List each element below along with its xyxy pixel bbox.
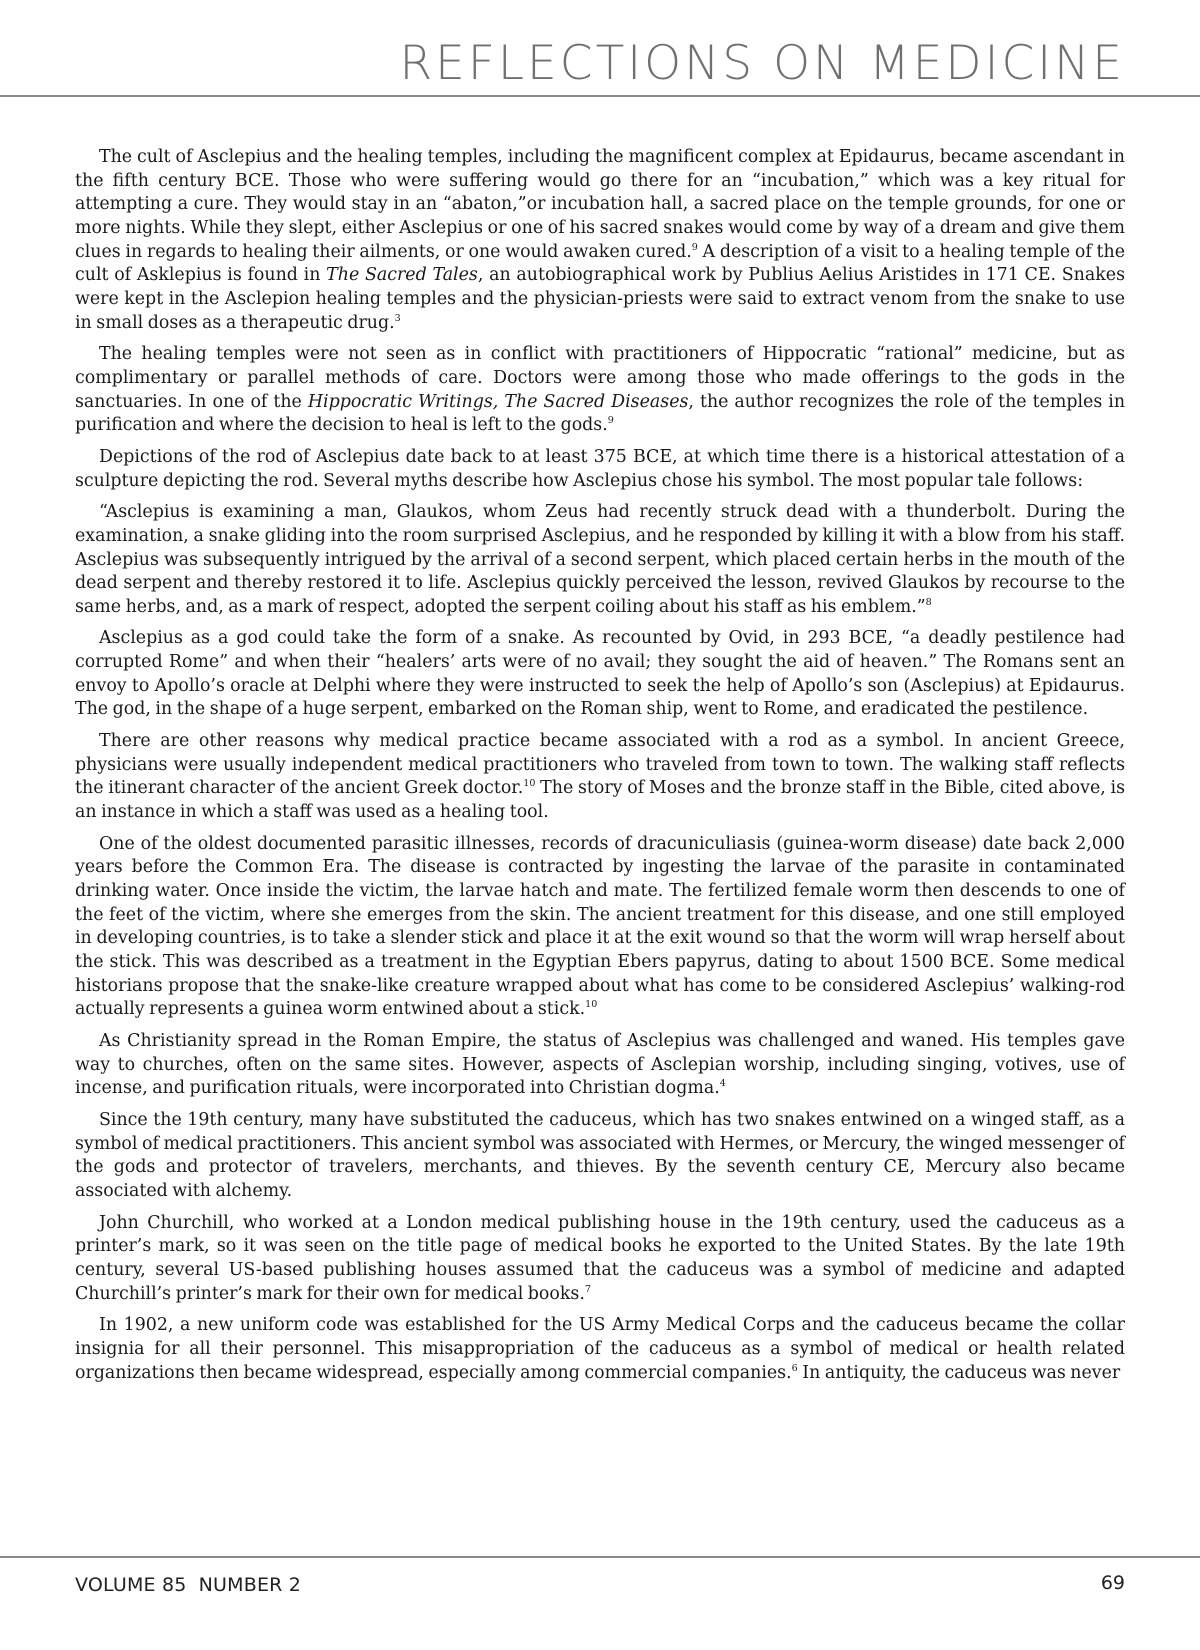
citation-marker: 4 <box>719 1078 726 1090</box>
footer-divider <box>0 1556 1200 1558</box>
paragraph <box>75 627 1125 722</box>
text-run: As Christianity spread in the Roman Empire, the status of Asclepius was challenged and waned. His temples gave way to churches, often on the same sites. However, aspects of Asclepian worship, including singing, votives, use of incense, and purification rituals, were incorporated into Christian dogma. <box>75 1030 1125 1099</box>
paragraph <box>75 1109 1125 1204</box>
footer-number: NUMBER 2 <box>198 1574 302 1596</box>
text-run: In antiquity, the caduceus was never <box>797 1362 1121 1383</box>
citation-marker: 9 <box>607 415 614 427</box>
text-run: , the author recognizes the role of the temples in purification and where the decision to heal is left to the gods. <box>75 391 1126 436</box>
paragraph <box>75 833 1125 1022</box>
footer-volume: VOLUME 85 <box>75 1574 187 1596</box>
paragraph <box>75 446 1125 493</box>
text-run: Asclepius as a god could take the form of a snake. As recounted by Ovid, in 293 BCE, “a deadly pestilence had corrupted Rome” and when their “healers’ arts were of no avail; they sought the aid of heaven.” The Romans sent an envoy to Apollo’s oracle at Delphi where they were instructed to seek the help of Apollo’s son (Asclepius) at Epidaurus. The god, in the shape of a huge serpent, embarked on the Roman ship, went to Rome, and eradicated the pestilence. <box>75 628 1125 720</box>
page-number: 69 <box>1100 1572 1125 1594</box>
italic-title: Hippocratic Writings, The Sacred Diseases <box>307 391 689 412</box>
paragraph <box>75 1030 1125 1101</box>
text-run: In 1902, a new uniform code was established for the US Army Medical Corps and the caduceus became the collar insignia for all their personnel. This misappropriation of the caduceus as a symbol of medical or health related organizations then became widespread, especially among commercial companies. <box>75 1315 1125 1383</box>
paragraph <box>75 501 1125 619</box>
citation-marker: 8 <box>925 597 932 609</box>
text-run: John Churchill, who worked at a London medical publishing house in the 19th century, used the caduceus as a printer’s mark, so it was seen on the title page of medical books he exported to the United States. By the late 19th century, several US-based publishing houses assumed that the caduceus was a symbol of medicine and adapted Churchill’s printer’s mark for their own for medical books. <box>75 1212 1125 1304</box>
citation-marker: 7 <box>584 1283 591 1295</box>
text-run: The story of Moses and the bronze staff in the Bible, cited above, is an instance in which a staff was used as a healing tool. <box>75 778 1125 823</box>
text-run: , an autobiographical work by Publius Aelius Aristides in 171 CE. Snakes were kept in the Asclepion healing temples and the physician-priests were said to extract venom from the snake to use in small doses as a therapeutic drug. <box>75 265 1126 333</box>
text-run: One of the oldest documented parasitic illnesses, records of dracuniculiasis (guinea-worm disease) date back 2,000 years before the Common Era. The disease is contracted by ingesting the larvae of the parasite in contaminated drinking water. Once inside the victim, the larvae hatch and mate. The fertilized female worm then descends to one of the feet of the victim, where she emerges from the skin. The ancient treatment for this disease, and one still employed in developing countries, is to take a slender stick and place it at the exit wound so that the worm will wrap herself about the stick. This was described as a treatment in the Egyptian Ebers papyrus, dating to about 1500 BCE. Some medical historians propose that the snake-like creature wrapped about what has come to be considered Asclepius’ walking-rod actually represents a guinea worm entwined about a stick. <box>75 833 1125 1020</box>
paragraph <box>75 1314 1125 1385</box>
citation-marker: 10 <box>523 778 536 790</box>
page-header-title: REFLECTIONS ON MEDICINE <box>399 36 1125 91</box>
text-run: There are other reasons why medical practice became associated with a rod as a symbol. In ancient Greece, physicians were usually independent medical practitioners who traveled from town to town. The walking staff reflects the itinerant character of the ancient Greek doctor. <box>75 731 1125 799</box>
citation-marker: 6 <box>791 1362 798 1374</box>
text-run: The healing temples were not seen as in conflict with practitioners of Hippocratic “rational” medicine, but as complimentary or parallel methods of care. Doctors were among those who made offerings to the gods in the sanctuaries. In one of the <box>75 344 1125 412</box>
article-body <box>75 146 1125 1385</box>
paragraph <box>75 730 1125 825</box>
footer-issue-info <box>75 1574 301 1596</box>
text-run: Depictions of the rod of Asclepius date back to at least 375 BCE, at which time there is a historical attestation of a sculpture depicting the rod. Several myths describe how Asclepius chose his symbol. The most popular tale follows: <box>75 446 1125 491</box>
text-run: “Asclepius is examining a man, Glaukos, whom Zeus had recently struck dead with a thunderbolt. During the examination, a snake gliding into the room surprised Asclepius, and he responded by killing it with a blow from his staff. Asclepius was subsequently intrigued by the arrival of a second serpent, which placed certain herbs in the mouth of the dead serpent and thereby restored it to life. Asclepius quickly perceived the lesson, revived Glaukos by recourse to the same herbs, and, as a mark of respect, adopted the serpent coiling about his staff as his emblem.” <box>75 502 1125 617</box>
citation-marker: 3 <box>394 312 401 324</box>
paragraph <box>75 146 1125 335</box>
italic-title: The Sacred Tales <box>326 265 478 286</box>
text-run: The cult of Asclepius and the healing temples, including the magnificent complex at Epidaurus, became ascendant in the fifth century BCE. Those who were suffering would go there for an “incubation,” which was a key ritual for attempting a cure. They would stay in an “abaton,”or incubation hall, a sacred place on the temple grounds, for one or more nights. While they slept, either Asclepius or one of his sacred snakes would come by way of a dream and give them clues in regards to healing their ailments, or one would awaken cured. <box>75 147 1125 262</box>
header-divider <box>0 95 1200 97</box>
citation-marker: 10 <box>585 999 598 1011</box>
citation-marker: 9 <box>691 241 698 253</box>
text-run: Since the 19th century, many have substituted the caduceus, which has two snakes entwined on a winged staff, as a symbol of medical practitioners. This ancient symbol was associated with Hermes, or Mercury, the winged messenger of the gods and protector of travelers, merchants, and thieves. By the seventh century CE, Mercury also became associated with alchemy. <box>75 1109 1125 1201</box>
text-run: A description of a visit to a healing temple of the cult of Asklepius is found in <box>75 241 1125 286</box>
paragraph <box>75 1212 1125 1307</box>
paragraph <box>75 343 1125 438</box>
